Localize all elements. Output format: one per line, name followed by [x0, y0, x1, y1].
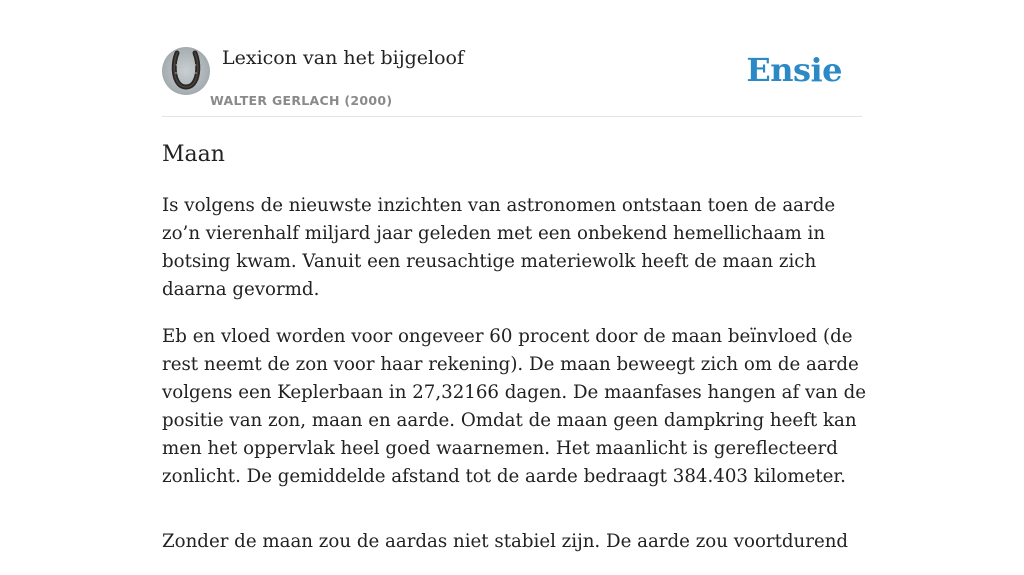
header — [162, 46, 862, 117]
author-line: WALTER GERLACH (2000) — [210, 93, 393, 108]
paragraph: Zonder de maan zou de aardas niet stabiel zijn. De aarde zou voortdurend — [162, 531, 849, 552]
paragraph: Is volgens de nieuwste inzichten van astronomen ontstaan toen de aarde zo’n vierenhalf miljard jaar geleden met een onbekend hemellichaam in botsing kwam. Vanuit een reusachtige materiewolk heeft de maan zich daarna gevormd. — [162, 195, 836, 300]
book-avatar[interactable] — [162, 47, 210, 95]
horseshoe-icon — [162, 47, 210, 95]
brand-logo[interactable]: Ensie — [746, 51, 842, 89]
paragraph: Eb en vloed worden voor ongeveer 60 procent door de maan beïnvloed (de rest neemt de zon voor haar rekening). De maan beweegt zich om de aarde volgens een Keplerbaan in 27,32166 dagen. De maanfases hangen af van de positie van zon, maan en aarde. Omdat de maan geen dampkring heeft kan men het oppervlak heel goed waarnemen. Het maanlicht is gereflecteerd zonlicht. De gemiddelde afstand tot de aarde bedraagt 384.403 kilometer. — [162, 326, 867, 487]
book-title[interactable]: Lexicon van het bijgeloof — [222, 47, 465, 69]
entry-body — [162, 192, 872, 575]
entry-title: Maan — [162, 142, 225, 167]
